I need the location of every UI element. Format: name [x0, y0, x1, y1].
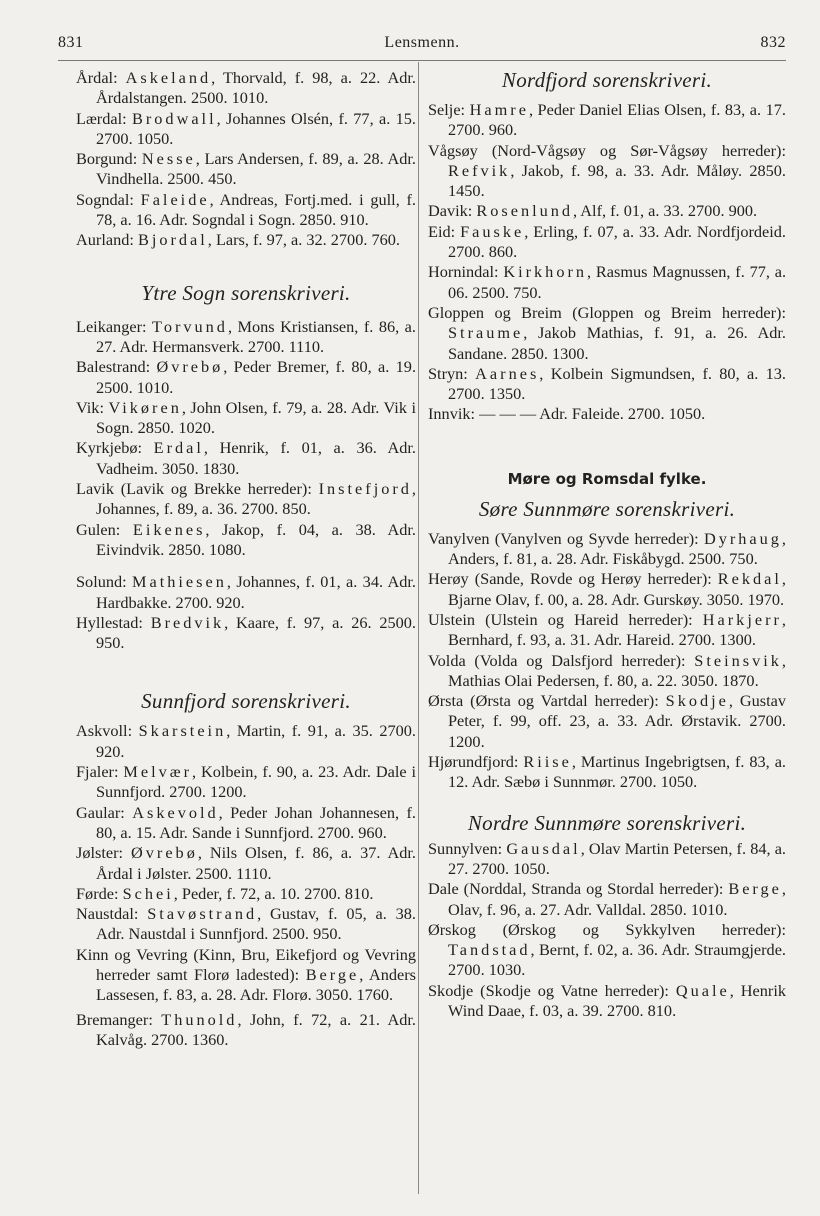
entry: Selje: Hamre, Peder Daniel Elias Olsen, f. 83, a. 17. 2700. 960. [428, 100, 787, 140]
section-heading: Nordfjord sorenskriveri. [501, 68, 713, 92]
entry: Leikanger: Torvund, Mons Kristiansen, f. 86, a. 27. Adr. Hermansverk. 2700. 1110. [76, 316, 416, 356]
entry: Dale (Norddal, Stranda og Stordal herreder): Berge, Olav, f. 96, a. 27. Adr. Valldal. 2850. 1010. [428, 879, 786, 919]
entry: Fjaler: Melvær, Kolbein, f. 90, a. 23. Adr. Dale i Sunnfjord. 2700. 1200. [76, 762, 417, 802]
entry: Sogndal: Faleide, Andreas, Fortj.med. i gull, f. 78, a. 16. Adr. Sogndal i Sogn. 2850. 910. [76, 189, 417, 230]
entry: Bremanger: Thunold, John, f. 72, a. 21. Adr. Kalvåg. 2700. 1360. [76, 1009, 417, 1049]
entry: Kinn og Vevring (Kinn, Bru, Eikefjord og Vevring herreder samt Florø ladested): Berge, Anders Lassesen, f. 83, a. 28. Adr. Florø. 3050. 1760. [76, 944, 417, 1005]
running-title: Lensmenn. [384, 34, 460, 51]
running-header [58, 34, 786, 58]
entry: Solund: Mathiesen, Johannes, f. 01, a. 34. Adr. Hardbakke. 2700. 920. [76, 572, 416, 612]
entry: Herøy (Sande, Rovde og Herøy herreder): Rekdal, Bjarne Olav, f. 00, a. 28. Adr. Gurskøy. 3050. 1970. [428, 569, 786, 609]
page-number-left: 831 [58, 34, 84, 51]
column-divider [418, 62, 419, 1194]
entry: Innvik: — — — Adr. Faleide. 2700. 1050. [428, 404, 706, 424]
entry: Førde: Schei, Peder, f. 72, a. 10. 2700. 810. [76, 883, 374, 903]
entry: Gaular: Askevold, Peder Johan Johannesen, f. 80, a. 15. Adr. Sande i Sunnfjord. 2700. 960. [76, 802, 417, 842]
entry: Lavik (Lavik og Brekke herreder): Instefjord, Johannes, f. 89, a. 36. 2700. 850. [76, 479, 416, 519]
entry: Gloppen og Breim (Gloppen og Breim herreder): Straume, Jakob Mathias, f. 91, a. 26. Adr. Sandane. 2850. 1300. [428, 302, 786, 363]
entry: Lærdal: Brodwall, Johannes Olsén, f. 77, a. 15. 2700. 1050. [76, 108, 416, 148]
entry: Ulstein (Ulstein og Hareid herreder): Harkjerr, Bernhard, f. 93, a. 31. Adr. Hareid. 2700. 1300. [428, 609, 786, 650]
entry: Vanylven (Vanylven og Syvde herreder): Dyrhaug, Anders, f. 81, a. 28. Adr. Fiskåbygd. 2500. 750. [428, 528, 786, 569]
entry: Stryn: Aarnes, Kolbein Sigmundsen, f. 80, a. 13. 2700. 1350. [428, 363, 786, 404]
section-heading: Søre Sunnmøre sorenskriveri. [478, 496, 736, 521]
right-column [428, 68, 786, 1021]
entry: Kyrkjebø: Erdal, Henrik, f. 01, a. 36. Adr. Vadheim. 3050. 1830. [76, 438, 417, 478]
entry: Årdal: Askeland, Thorvald, f. 98, a. 22. Adr. Årdalstangen. 2500. 1010. [76, 68, 416, 108]
entry: Hjørundfjord: Riise, Martinus Ingebrigtsen, f. 83, a. 12. Adr. Sæbø i Sunnmør. 2700. 1050. [428, 752, 786, 792]
entry: Gulen: Eikenes, Jakop, f. 04, a. 38. Adr. Eivindvik. 2850. 1080. [76, 519, 416, 559]
entry: Borgund: Nesse, Lars Andersen, f. 89, a. 28. Adr. Vindhella. 2500. 450. [76, 149, 416, 189]
entry: Ørskog (Ørskog og Sykkylven herreder): Tandstad, Bernt, f. 02, a. 36. Adr. Straumgjerde. 2700. 1030. [428, 919, 786, 980]
header-rule [58, 60, 786, 61]
entry: Balestrand: Øvrebø, Peder Bremer, f. 80, a. 19. 2500. 1010. [76, 357, 417, 397]
entry: Skodje (Skodje og Vatne herreder): Quale, Henrik Wind Daae, f. 03, a. 39. 2700. 810. [428, 980, 786, 1020]
entry: Hornindal: Kirkhorn, Rasmus Magnussen, f. 77, a. 06. 2500. 750. [428, 262, 787, 302]
section-heading: Ytre Sogn sorenskriveri. [141, 280, 351, 305]
county-heading: Møre og Romsdal fylke. [507, 469, 707, 488]
entry: Eid: Fauske, Erling, f. 07, a. 33. Adr. Nordfjordeid. 2700. 860. [428, 221, 787, 262]
entry: Volda (Volda og Dalsfjord herreder): Steinsvik, Mathias Olai Pedersen, f. 80, a. 22. 3050. 1870. [428, 650, 786, 690]
entry: Askvoll: Skarstein, Martin, f. 91, a. 35. 2700. 920. [76, 721, 416, 761]
entry: Sunnylven: Gausdal, Olav Martin Petersen, f. 84, a. 27. 2700. 1050. [428, 838, 786, 878]
entry: Hyllestad: Bredvik, Kaare, f. 97, a. 26. 2500. 950. [76, 612, 417, 653]
entry: Vågsøy (Nord-Vågsøy og Sør-Vågsøy herreder): Refvik, Jakob, f. 98, a. 33. Adr. Måløy. 2850. 1450. [428, 140, 786, 201]
entry: Naustdal: Stavøstrand, Gustav, f. 05, a. 38. Adr. Naustdal i Sunnfjord. 2500. 950. [76, 904, 416, 944]
section-heading: Nordre Sunnmøre sorenskriveri. [467, 810, 747, 835]
entry: Jølster: Øvrebø, Nils Olsen, f. 86, a. 37. Adr. Årdal i Jølster. 2500. 1110. [76, 843, 417, 883]
page-number-right: 832 [760, 34, 786, 51]
entry: Ørsta (Ørsta og Vartdal herreder): Skodje, Gustav Peter, f. 99, off. 23, a. 33. Adr. Ørstavik. 2700. 1200. [428, 691, 786, 751]
entry: Aurland: Bjordal, Lars, f. 97, a. 32. 2700. 760. [76, 230, 400, 250]
section-heading: Sunnfjord sorenskriveri. [141, 689, 351, 714]
entry: Davik: Rosenlund, Alf, f. 01, a. 33. 2700. 900. [428, 201, 758, 221]
entry: Vik: Vikøren, John Olsen, f. 79, a. 28. Adr. Vik i Sogn. 2850. 1020. [76, 397, 416, 438]
left-column [76, 68, 416, 1050]
